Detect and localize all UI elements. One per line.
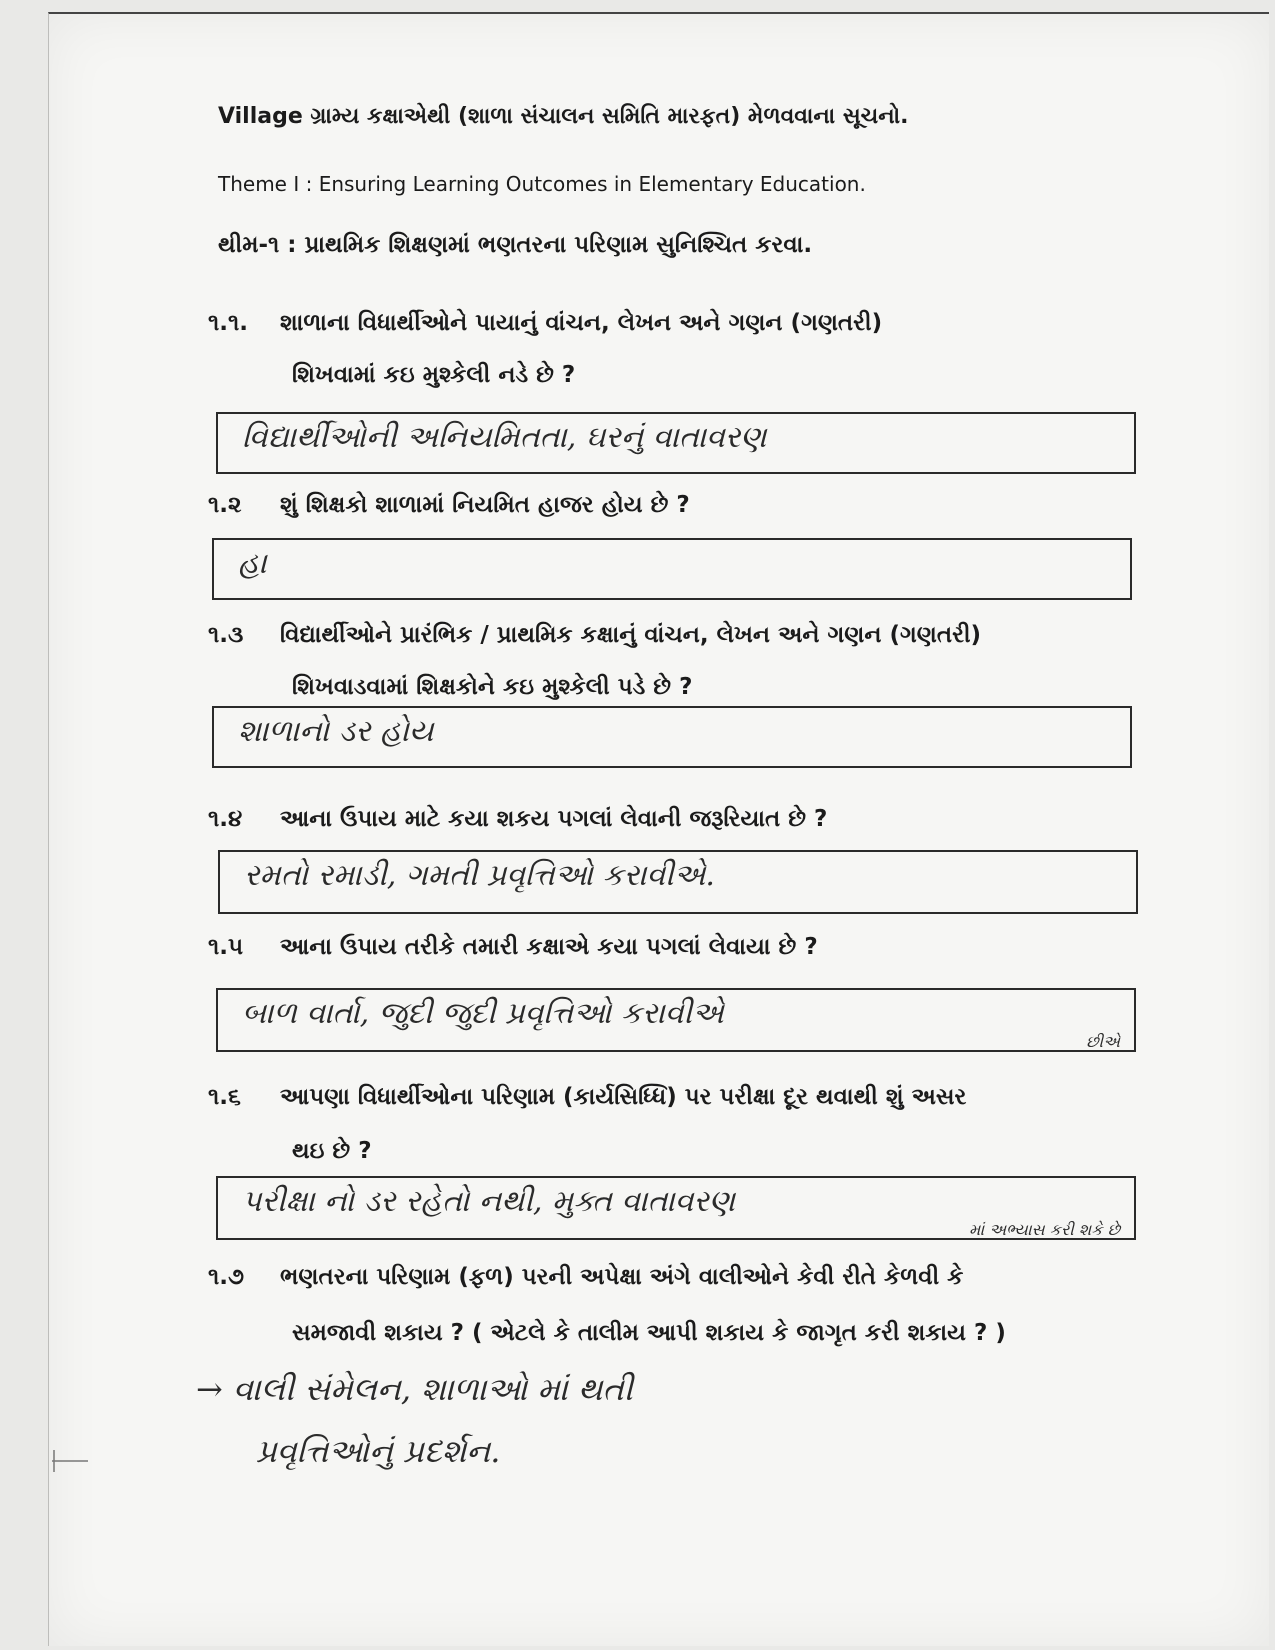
question-text: વિદ્યાર્થીઓને પ્રારંભિક / પ્રાથમિક કક્ષાનું વાંચન, લેખન અને ગણન (ગણતરી) xyxy=(280,622,982,648)
theme-title-english: Theme I : Ensuring Learning Outcomes in Elementary Education. xyxy=(218,172,866,196)
question-1-6-continued: થઇ છે ? xyxy=(292,1138,372,1164)
question-number: ૧.૩ xyxy=(208,622,244,648)
question-number: ૧.૧. xyxy=(208,310,249,336)
margin-crosshair-mark xyxy=(44,1448,90,1474)
answer-box-1-6 xyxy=(216,1176,1136,1240)
answer-box-1-1 xyxy=(216,412,1136,474)
question-1-5 xyxy=(208,934,818,960)
answer-box-1-5 xyxy=(216,988,1136,1052)
handwritten-answer: વિદ્યાર્થીઓની અનિયમિતતા, ઘરનું વાતાવરણ xyxy=(242,420,767,455)
question-1-1 xyxy=(208,310,882,336)
answer-box-1-3 xyxy=(212,706,1132,768)
question-text: શું શિક્ષકો શાળામાં નિયમિત હાજર હોય છે ? xyxy=(280,492,690,518)
question-text: આના ઉપાય માટે કયા શકય પગલાં લેવાની જરૂરિયાત છે ? xyxy=(280,806,828,832)
question-1-3-continued: શિખવાડવામાં શિક્ષકોને કઇ મુશ્કેલી પડે છે ? xyxy=(292,674,693,700)
question-number: ૧.૬ xyxy=(208,1084,241,1110)
handwritten-answer-addition: છીએ xyxy=(1086,1032,1120,1051)
handwritten-answer: રમતો રમાડી, ગમતી પ્રવૃત્તિઓ કરાવીએ. xyxy=(244,858,715,893)
handwritten-answer: હા xyxy=(238,546,267,581)
question-number: ૧.૨ xyxy=(208,492,242,518)
question-1-7 xyxy=(208,1264,963,1290)
handwritten-answer: બાળ વાર્તા, જુદી જુદી પ્રવૃત્તિઓ કરાવીએ xyxy=(242,996,724,1031)
question-text: ભણતરના પરિણામ (ફળ) પરની અપેક્ષા અંગે વાલીઓને કેવી રીતે કેળવી કે xyxy=(280,1264,964,1290)
question-number: ૧.૫ xyxy=(208,934,244,960)
question-1-3 xyxy=(208,622,981,648)
answer-box-1-2 xyxy=(212,538,1132,600)
question-1-7-continued: સમજાવી શકાય ? ( એટલે કે તાલીમ આપી શકાય કે જાગૃત કરી શકાય ? ) xyxy=(292,1320,1006,1346)
question-1-2 xyxy=(208,492,690,518)
question-1-1-continued: શિખવામાં કઇ મુશ્કેલી નડે છે ? xyxy=(292,362,576,388)
answer-box-1-4 xyxy=(218,850,1138,914)
handwritten-answer-1-7-line-2: પ્રવૃત્તિઓનું પ્રદર્શન. xyxy=(256,1432,501,1470)
page-heading: Village ગ્રામ્ય કક્ષાએથી (શાળા સંચાલન સમિતિ મારફત) મેળવવાના સૂચનો. xyxy=(218,104,909,129)
question-1-4 xyxy=(208,806,827,832)
handwritten-answer: શાળાનો ડર હોય xyxy=(238,714,434,749)
question-text: આના ઉપાય તરીકે તમારી કક્ષાએ કયા પગલાં લેવાયા છે ? xyxy=(280,934,818,960)
question-number: ૧.૭ xyxy=(208,1264,244,1290)
question-text: શાળાના વિધાર્થીઓને પાયાનું વાંચન, લેખન અને ગણન (ગણતરી) xyxy=(280,310,883,336)
theme-title-gujarati: થીમ-૧ : પ્રાથમિક શિક્ષણમાં ભણતરના પરિણામ સુનિશ્ચિત કરવા. xyxy=(218,232,813,258)
handwritten-answer-1-7-line-1: → વાલી સંમેલન, શાળાઓ માં થતી xyxy=(196,1370,633,1408)
question-text: આપણા વિધાર્થીઓના પરિણામ (કાર્યસિધ્ધિ) પર પરીક્ષા દૂર થવાથી શું અસર xyxy=(280,1084,967,1110)
handwritten-answer-addition: માં અભ્યાસ કરી શકે છે xyxy=(968,1220,1120,1239)
question-1-6 xyxy=(208,1084,966,1110)
handwritten-answer: પરીક્ષા નો ડર રહેતો નથી, મુક્ત વાતાવરણ xyxy=(242,1184,736,1219)
question-number: ૧.૪ xyxy=(208,806,243,832)
